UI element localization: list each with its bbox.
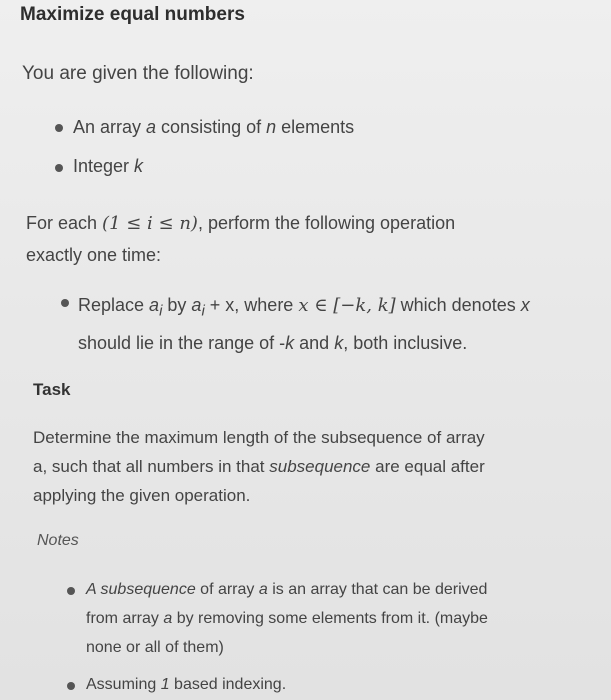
bullet-icon: [67, 587, 75, 595]
notes-heading: Notes: [37, 532, 79, 549]
note-subsequence: A subsequence of array a is an array that can be derived from array a by removing some elements from it. (maybe none or all of them): [86, 581, 488, 656]
bullet-icon: [55, 124, 63, 132]
page-title: Maximize equal numbers: [20, 4, 245, 25]
task-heading: Task: [33, 380, 71, 399]
task-paragraph: Determine the maximum length of the subsequence of array a, such that all numbers in that subsequence are equal after applying the given operation.: [33, 428, 485, 505]
bullet-icon: [55, 164, 63, 172]
bullet-icon: [61, 299, 69, 307]
condition-math: x ∈ [−k, k]: [298, 295, 396, 316]
range-math: (1 ≤ i ≤ n): [102, 213, 198, 234]
note-indexing: Assuming 1 based indexing.: [86, 676, 287, 693]
list-item-array: An array a consisting of n elements: [73, 117, 355, 137]
list-item-integer: Integer k: [73, 156, 144, 176]
replace-item: Replace $a_i$ by $a_i + x$, where x ∈ [−k, k] which denotes x should lie in the range of -k and k, both inclusive.: [78, 295, 530, 353]
bullet-icon: [67, 682, 75, 690]
intro-text: You are given the following:: [22, 63, 254, 84]
operation-paragraph: For each (1 ≤ i ≤ n), perform the following operation exactly one time:: [26, 213, 456, 265]
